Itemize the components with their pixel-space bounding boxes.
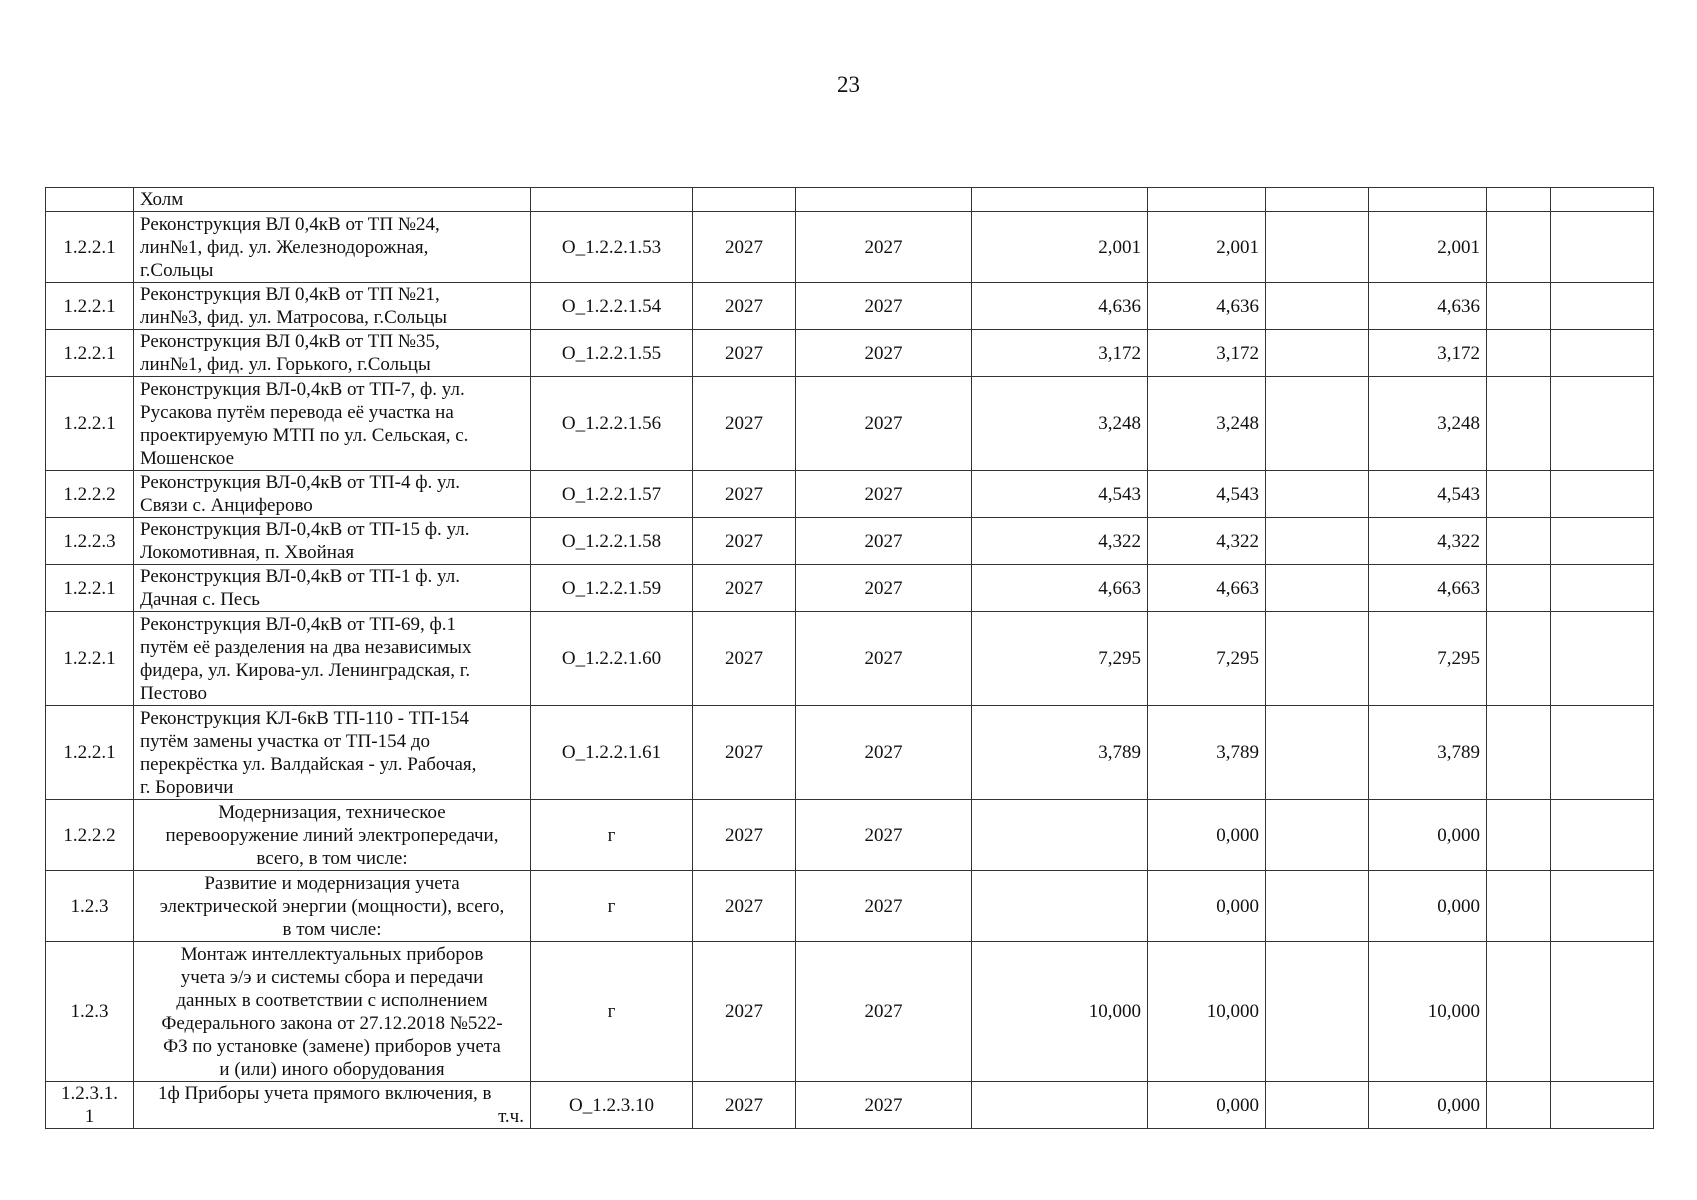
work-name-line: всего, в том числе: (256, 847, 408, 869)
table-row (46, 871, 1654, 942)
work-name-line: т.ч. (498, 1106, 524, 1127)
value-plan-cell: 2,001 (1148, 212, 1266, 283)
value-col9-cell (1369, 188, 1487, 212)
value-col8-cell (1266, 871, 1369, 942)
value-plan-cell: 0,000 (1148, 800, 1266, 871)
value-col9-cell: 3,789 (1369, 706, 1487, 800)
value-total-cell (972, 1082, 1148, 1129)
value-col10-cell (1487, 283, 1551, 330)
value-col9-cell: 4,543 (1369, 471, 1487, 518)
start-year-cell: 2027 (693, 612, 796, 706)
work-name-cell (134, 612, 531, 706)
row-number-text: 1.2.2.3 (63, 530, 116, 552)
work-name-line: учета э/э и системы сбора и передачи (180, 966, 484, 988)
work-name-line: Дачная с. Песь (140, 589, 260, 610)
work-name-line: Федерального закона от 27.12.2018 №522- (161, 1012, 503, 1034)
row-number-cell (46, 283, 134, 330)
value-total-cell: 3,172 (972, 330, 1148, 377)
work-name-cell (134, 942, 531, 1082)
value-col9-cell: 0,000 (1369, 1082, 1487, 1129)
start-year-cell (693, 188, 796, 212)
start-year-cell: 2027 (693, 800, 796, 871)
value-plan-cell: 3,172 (1148, 330, 1266, 377)
project-id-cell: О_1.2.2.1.58 (531, 518, 693, 565)
value-total-cell: 4,543 (972, 471, 1148, 518)
end-year-cell: 2027 (796, 283, 972, 330)
table-row (46, 612, 1654, 706)
value-col8-cell (1266, 283, 1369, 330)
row-number-text: 1 (84, 1106, 95, 1127)
start-year-cell: 2027 (693, 212, 796, 283)
value-col11-cell (1551, 471, 1654, 518)
value-col8-cell (1266, 565, 1369, 612)
work-name-cell (134, 188, 531, 212)
row-number-text: 1.2.2.1 (63, 577, 116, 599)
value-plan-cell: 4,543 (1148, 471, 1266, 518)
work-name-line: Реконструкция ВЛ 0,4кВ от ТП №24, (140, 213, 440, 235)
value-col8-cell (1266, 518, 1369, 565)
row-number-text: 1.2.3 (70, 1001, 109, 1022)
value-plan-cell: 7,295 (1148, 612, 1266, 706)
work-name-line: ФЗ по установке (замене) приборов учета (163, 1035, 501, 1057)
row-number-text: 1.2.2.2 (63, 824, 116, 846)
value-col11-cell (1551, 1082, 1654, 1129)
work-name-cell (134, 706, 531, 800)
value-col9-cell: 0,000 (1369, 800, 1487, 871)
table-row (46, 283, 1654, 330)
row-number-cell (46, 706, 134, 800)
work-name-line: Реконструкция ВЛ-0,4кВ от ТП-15 ф. ул. (140, 519, 470, 540)
value-col11-cell (1551, 612, 1654, 706)
start-year-cell: 2027 (693, 518, 796, 565)
project-id-cell: О_1.2.2.1.57 (531, 471, 693, 518)
work-name-line: фидера, ул. Кирова-ул. Ленинградская, г. (140, 659, 471, 681)
row-number-text: 1.2.2.1 (63, 342, 116, 364)
value-total-cell: 4,663 (972, 565, 1148, 612)
work-name-line: лин№1, фид. ул. Железнодорожная, (140, 236, 429, 258)
table-row (46, 188, 1654, 212)
start-year-cell: 2027 (693, 1082, 796, 1129)
value-col9-cell: 4,663 (1369, 565, 1487, 612)
work-name-line: Реконструкция ВЛ-0,4кВ от ТП-4 ф. ул. (140, 472, 460, 493)
value-total-cell: 2,001 (972, 212, 1148, 283)
work-name-line: проектируемую МТП по ул. Сельская, с. (140, 424, 469, 446)
value-col11-cell (1551, 518, 1654, 565)
value-col9-cell: 10,000 (1369, 942, 1487, 1082)
value-col10-cell (1487, 706, 1551, 800)
start-year-cell: 2027 (693, 565, 796, 612)
row-number-text: 1.2.2.1 (63, 413, 116, 434)
work-name-line: 1ф Приборы учета прямого включения, в (158, 1083, 492, 1104)
value-plan-cell: 10,000 (1148, 942, 1266, 1082)
value-total-cell: 3,248 (972, 377, 1148, 471)
work-name-cell (134, 377, 531, 471)
value-col10-cell (1487, 471, 1551, 518)
work-name-line: перевооружение линий электропередачи, (165, 824, 499, 846)
end-year-cell (796, 188, 972, 212)
end-year-cell: 2027 (796, 212, 972, 283)
value-col10-cell (1487, 330, 1551, 377)
work-name-line: Развитие и модернизация учета (204, 872, 460, 894)
value-col8-cell (1266, 800, 1369, 871)
value-total-cell: 10,000 (972, 942, 1148, 1082)
value-col8-cell (1266, 377, 1369, 471)
value-col8-cell (1266, 188, 1369, 212)
value-col10-cell (1487, 212, 1551, 283)
value-col11-cell (1551, 800, 1654, 871)
work-name-cell (134, 800, 531, 871)
work-name-line: Реконструкция ВЛ 0,4кВ от ТП №35, (140, 331, 440, 352)
work-name-line: г. Боровичи (140, 776, 234, 798)
row-number-cell (46, 471, 134, 518)
value-col9-cell: 4,636 (1369, 283, 1487, 330)
work-name-line: перекрёстка ул. Валдайская - ул. Рабочая, (140, 753, 477, 775)
end-year-cell: 2027 (796, 330, 972, 377)
table-row (46, 800, 1654, 871)
value-total-cell: 7,295 (972, 612, 1148, 706)
project-id-cell: О_1.2.2.1.56 (531, 377, 693, 471)
work-name-line: Локомотивная, п. Хвойная (140, 542, 355, 563)
row-number-text: 1.2.2.1 (63, 295, 116, 317)
row-number-text: 1.2.3 (70, 895, 109, 917)
project-id-cell: О_1.2.2.1.55 (531, 330, 693, 377)
end-year-cell: 2027 (796, 612, 972, 706)
value-plan-cell: 4,322 (1148, 518, 1266, 565)
end-year-cell: 2027 (796, 1082, 972, 1129)
work-name-line: Реконструкция ВЛ 0,4кВ от ТП №21, (140, 284, 440, 305)
start-year-cell: 2027 (693, 330, 796, 377)
work-name-line: Монтаж интеллектуальных приборов (180, 943, 484, 965)
work-name-line: Модернизация, техническое (218, 801, 446, 823)
value-col11-cell (1551, 871, 1654, 942)
work-name-line: г.Сольцы (140, 259, 214, 281)
value-col10-cell (1487, 188, 1551, 212)
value-col8-cell (1266, 471, 1369, 518)
row-number-cell (46, 518, 134, 565)
value-col11-cell (1551, 706, 1654, 800)
end-year-cell: 2027 (796, 800, 972, 871)
work-name-line: Реконструкция КЛ-6кВ ТП-110 - ТП-154 (140, 707, 469, 729)
value-plan-cell: 4,663 (1148, 565, 1266, 612)
end-year-cell: 2027 (796, 471, 972, 518)
table-row (46, 565, 1654, 612)
project-id-cell: О_1.2.2.1.61 (531, 706, 693, 800)
start-year-cell: 2027 (693, 706, 796, 800)
value-total-cell (972, 800, 1148, 871)
value-col10-cell (1487, 1082, 1551, 1129)
table-row (46, 377, 1654, 471)
value-col8-cell (1266, 1082, 1369, 1129)
work-name-line: данных в соответствии с исполнением (176, 989, 488, 1011)
table-row (46, 330, 1654, 377)
project-id-cell: г (531, 942, 693, 1082)
value-total-cell (972, 188, 1148, 212)
value-col10-cell (1487, 518, 1551, 565)
work-name-line: Связи с. Анциферово (140, 495, 313, 516)
table-row (46, 706, 1654, 800)
value-col8-cell (1266, 706, 1369, 800)
value-total-cell: 3,789 (972, 706, 1148, 800)
work-name-line: в том числе: (282, 918, 382, 940)
value-col9-cell: 3,248 (1369, 377, 1487, 471)
value-plan-cell: 4,636 (1148, 283, 1266, 330)
end-year-cell: 2027 (796, 871, 972, 942)
value-col9-cell: 3,172 (1369, 330, 1487, 377)
value-col11-cell (1551, 283, 1654, 330)
work-name-line: путём её разделения на два независимых (140, 636, 472, 658)
row-number-text: 1.2.2.1 (63, 742, 116, 763)
row-number-cell (46, 871, 134, 942)
table-row (46, 471, 1654, 518)
investment-table (45, 187, 1654, 1129)
work-name-cell (134, 212, 531, 283)
table-body (46, 188, 1654, 1129)
start-year-cell: 2027 (693, 377, 796, 471)
value-plan-cell: 3,248 (1148, 377, 1266, 471)
row-number-cell (46, 377, 134, 471)
value-col10-cell (1487, 612, 1551, 706)
end-year-cell: 2027 (796, 706, 972, 800)
value-total-cell (972, 871, 1148, 942)
row-number-cell (46, 1082, 134, 1129)
value-col10-cell (1487, 800, 1551, 871)
work-name-cell (134, 871, 531, 942)
end-year-cell: 2027 (796, 942, 972, 1082)
row-number-cell (46, 942, 134, 1082)
value-col11-cell (1551, 188, 1654, 212)
row-number-cell (46, 800, 134, 871)
value-col8-cell (1266, 330, 1369, 377)
table-row (46, 518, 1654, 565)
value-col9-cell: 7,295 (1369, 612, 1487, 706)
work-name-line: Реконструкция ВЛ-0,4кВ от ТП-69, ф.1 (140, 613, 457, 635)
value-col9-cell: 4,322 (1369, 518, 1487, 565)
project-id-cell: О_1.2.2.1.53 (531, 212, 693, 283)
end-year-cell: 2027 (796, 377, 972, 471)
work-name-line: Реконструкция ВЛ-0,4кВ от ТП-1 ф. ул. (140, 566, 460, 587)
start-year-cell: 2027 (693, 471, 796, 518)
project-id-cell: г (531, 871, 693, 942)
value-col9-cell: 2,001 (1369, 212, 1487, 283)
table-row (46, 942, 1654, 1082)
project-id-cell: О_1.2.2.1.54 (531, 283, 693, 330)
table-row (46, 212, 1654, 283)
table-row (46, 1082, 1654, 1129)
work-name-line: лин№1, фид. ул. Горького, г.Сольцы (140, 354, 431, 375)
work-name-line: Холм (140, 189, 184, 210)
work-name-line: Русакова путём перевода её участка на (140, 401, 454, 423)
project-id-cell: О_1.2.2.1.59 (531, 565, 693, 612)
work-name-line: Пестово (140, 682, 207, 704)
work-name-line: лин№3, фид. ул. Матросова, г.Сольцы (140, 307, 448, 328)
row-number-cell (46, 330, 134, 377)
row-number-cell (46, 188, 134, 212)
value-plan-cell: 0,000 (1148, 871, 1266, 942)
start-year-cell: 2027 (693, 942, 796, 1082)
value-col8-cell (1266, 212, 1369, 283)
project-id-cell: О_1.2.2.1.60 (531, 612, 693, 706)
value-total-cell: 4,322 (972, 518, 1148, 565)
row-number-cell (46, 612, 134, 706)
value-col8-cell (1266, 612, 1369, 706)
value-col10-cell (1487, 565, 1551, 612)
project-id-cell: г (531, 800, 693, 871)
value-plan-cell: 0,000 (1148, 1082, 1266, 1129)
work-name-line: и (или) иного оборудования (219, 1058, 445, 1080)
work-name-line: путём замены участка от ТП-154 до (140, 730, 430, 752)
value-col11-cell (1551, 942, 1654, 1082)
project-id-cell: О_1.2.3.10 (531, 1082, 693, 1129)
value-col10-cell (1487, 377, 1551, 471)
value-col8-cell (1266, 942, 1369, 1082)
value-plan-cell: 3,789 (1148, 706, 1266, 800)
value-col11-cell (1551, 565, 1654, 612)
project-id-cell (531, 188, 693, 212)
value-col11-cell (1551, 212, 1654, 283)
work-name-line: Мошенское (140, 447, 235, 469)
value-total-cell: 4,636 (972, 283, 1148, 330)
value-col11-cell (1551, 377, 1654, 471)
row-number-text: 1.2.2.1 (63, 648, 116, 669)
row-number-text: 1.2.3.1. (61, 1083, 118, 1104)
value-col10-cell (1487, 871, 1551, 942)
value-col10-cell (1487, 942, 1551, 1082)
row-number-text: 1.2.2.2 (63, 483, 116, 505)
end-year-cell: 2027 (796, 565, 972, 612)
work-name-line: Реконструкция ВЛ-0,4кВ от ТП-7, ф. ул. (140, 378, 465, 400)
value-col11-cell (1551, 330, 1654, 377)
page-number: 23 (837, 72, 860, 97)
row-number-cell (46, 565, 134, 612)
end-year-cell: 2027 (796, 518, 972, 565)
work-name-cell (134, 1082, 531, 1129)
row-number-text: 1.2.2.1 (63, 236, 116, 258)
value-col9-cell: 0,000 (1369, 871, 1487, 942)
row-number-cell (46, 212, 134, 283)
work-name-cell (134, 330, 531, 377)
work-name-cell (134, 283, 531, 330)
start-year-cell: 2027 (693, 871, 796, 942)
work-name-cell (134, 565, 531, 612)
start-year-cell: 2027 (693, 283, 796, 330)
value-plan-cell (1148, 188, 1266, 212)
work-name-line: электрической энергии (мощности), всего, (159, 895, 505, 917)
work-name-cell (134, 471, 531, 518)
work-name-cell (134, 518, 531, 565)
